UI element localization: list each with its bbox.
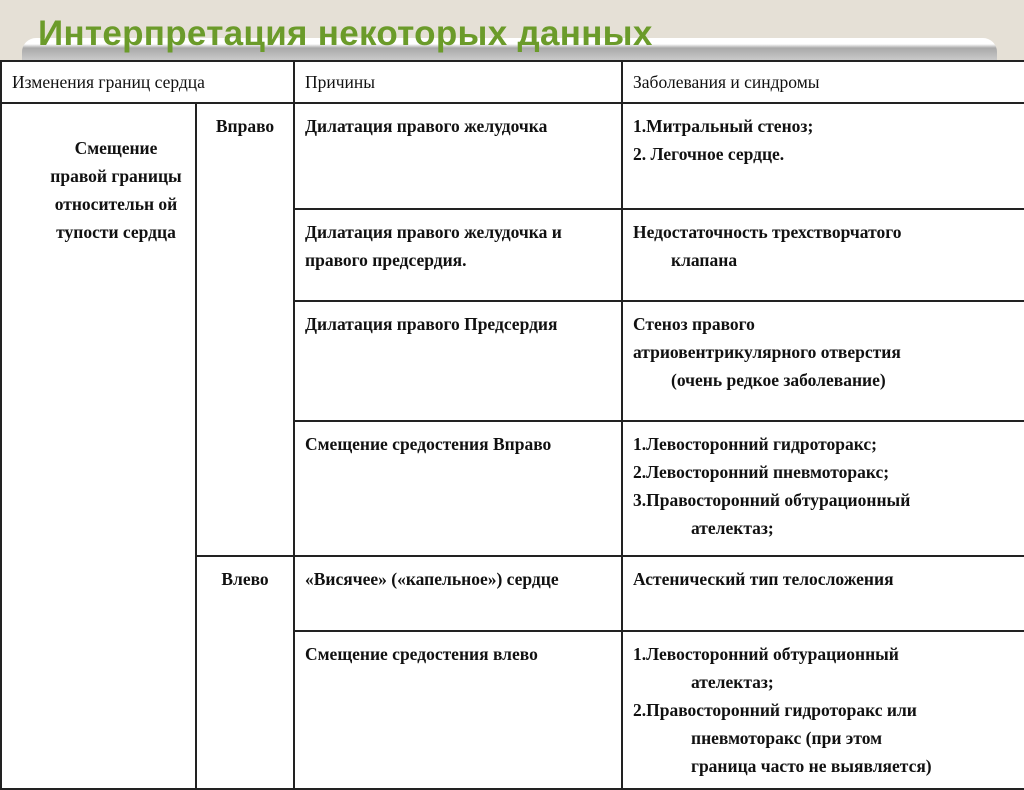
disease-item: граница часто не выявляется) [691,756,932,776]
disease-item: 2. Легочное сердце. [633,144,785,164]
disease-item: пневмоторакс (при этом [691,728,883,748]
disease-item: Стеноз правого [633,314,755,334]
cause-cell: «Висячее» («капельное») сердце [294,556,622,631]
cause-cell: Дилатация правого желудочка [294,103,622,209]
header-causes: Причины [294,61,622,103]
disease-item: 1.Митральный стеноз; [633,116,814,136]
disease-item: 2.Правосторонний гидроторакс или [633,700,917,720]
diseases-cell [622,301,1024,421]
disease-item: 1.Левосторонний обтурационный [633,644,899,664]
table-header-row [1,61,1024,103]
header-diseases: Заболевания и синдромы [622,61,1024,103]
diseases-cell [622,556,1024,631]
disease-item: 3.Правосторонний обтурационный [633,490,911,510]
disease-item: (очень редкое заболевание) [671,370,886,390]
diseases-cell [622,209,1024,301]
cause-cell: Дилатация правого Предсердия [294,301,622,421]
cause-cell: Дилатация правого желудочка и правого предсердия. [294,209,622,301]
heart-borders-table [0,60,1024,790]
disease-item: клапана [671,250,738,270]
boundary-cell: Смещение правой границы относительн ой тупости сердца [1,103,196,789]
disease-item: Астенический тип телосложения [633,569,894,589]
direction-left: Влево [196,556,294,789]
diseases-cell [622,103,1024,209]
disease-item: 1.Левосторонний гидроторакс; [633,434,877,454]
disease-item: Недостаточность трехстворчатого [633,222,902,242]
cause-cell: Смещение средостения влево [294,631,622,789]
disease-item: атриовентрикулярного отверстия [633,342,901,362]
disease-item: ателектаз; [691,672,774,692]
disease-item: ателектаз; [691,518,774,538]
header-boundary-change: Изменения границ сердца [1,61,294,103]
diseases-cell [622,421,1024,556]
direction-right: Вправо [196,103,294,556]
table-row [1,103,1024,209]
slide-title: Интерпретация некоторых данных [38,14,653,53]
diseases-cell [622,631,1024,789]
disease-item: 2.Левосторонний пневмоторакс; [633,462,890,482]
cause-cell: Смещение средостения Вправо [294,421,622,556]
